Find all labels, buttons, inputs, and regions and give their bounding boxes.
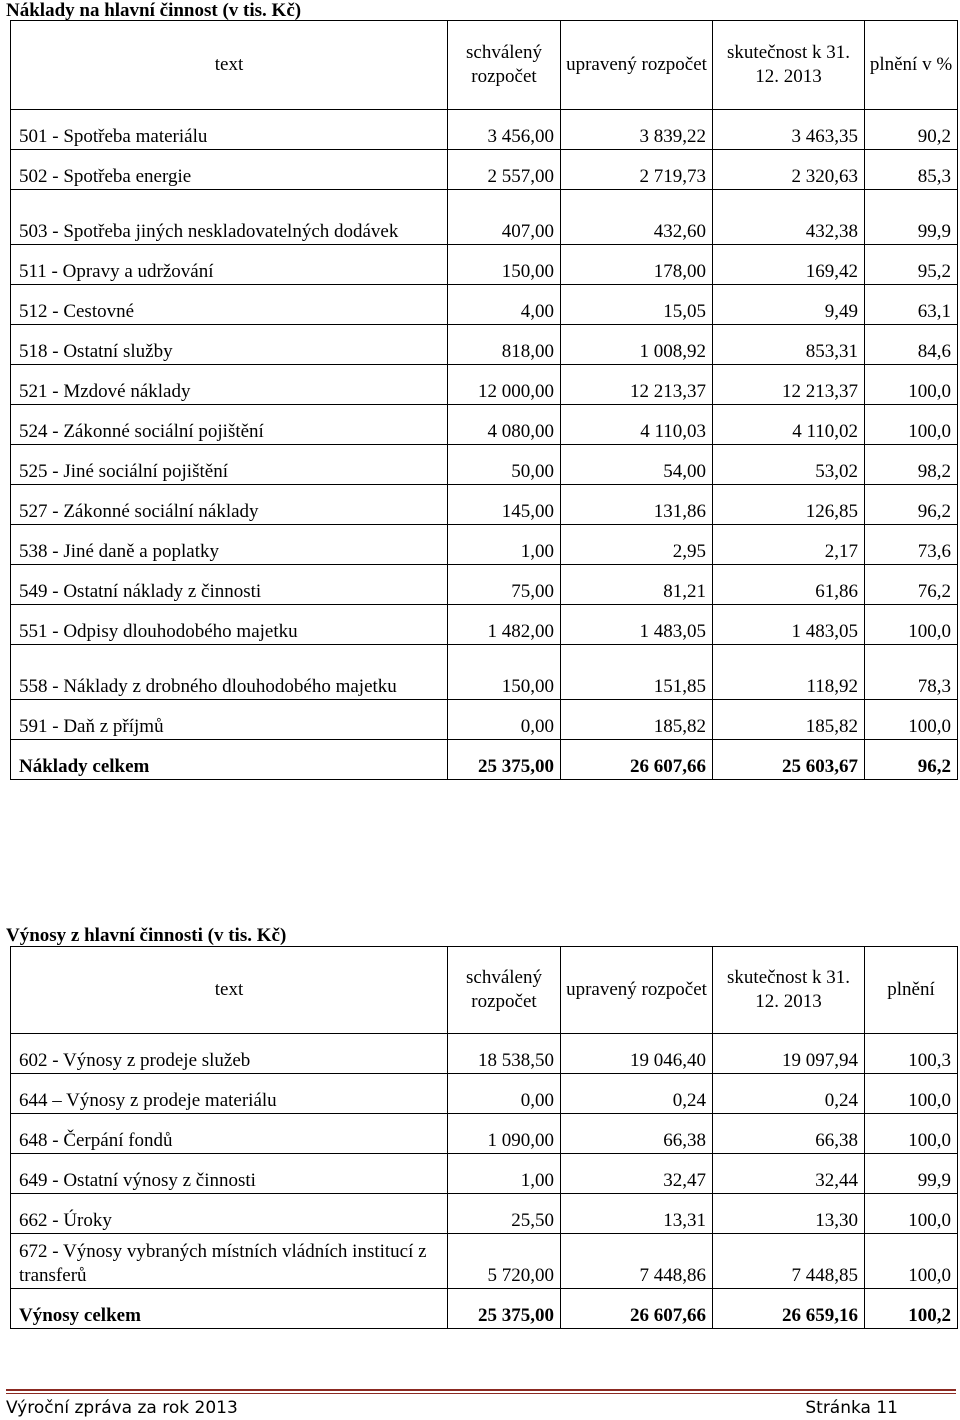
row-fulfillment: 78,3 xyxy=(865,645,958,700)
row-fulfillment: 63,1 xyxy=(865,285,958,325)
row-approved: 1,00 xyxy=(448,525,561,565)
row-name: 527 - Zákonné sociální náklady xyxy=(11,485,448,525)
costs-header-row xyxy=(11,21,958,110)
row-actual: 32,44 xyxy=(713,1154,865,1194)
row-fulfillment: 100,0 xyxy=(865,405,958,445)
table-row xyxy=(11,1234,958,1289)
table-row xyxy=(11,245,958,285)
table-row xyxy=(11,325,958,365)
table-row xyxy=(11,1154,958,1194)
table-row xyxy=(11,605,958,645)
row-name: 648 - Čerpání fondů xyxy=(11,1114,448,1154)
row-name: 524 - Zákonné sociální pojištění xyxy=(11,405,448,445)
row-adjusted: 19 046,40 xyxy=(561,1034,713,1074)
row-adjusted: 66,38 xyxy=(561,1114,713,1154)
table-row xyxy=(11,285,958,325)
row-adjusted: 3 839,22 xyxy=(561,110,713,150)
row-adjusted: 2,95 xyxy=(561,525,713,565)
row-adjusted: 185,82 xyxy=(561,700,713,740)
row-fulfillment: 84,6 xyxy=(865,325,958,365)
row-name: 518 - Ostatní služby xyxy=(11,325,448,365)
row-actual: 7 448,85 xyxy=(713,1234,865,1289)
total-actual: 26 659,16 xyxy=(713,1289,865,1329)
total-adjusted: 26 607,66 xyxy=(561,1289,713,1329)
row-name: 602 - Výnosy z prodeje služeb xyxy=(11,1034,448,1074)
row-actual: 4 110,02 xyxy=(713,405,865,445)
row-adjusted: 1 008,92 xyxy=(561,325,713,365)
total-adjusted: 26 607,66 xyxy=(561,740,713,780)
row-actual: 169,42 xyxy=(713,245,865,285)
row-actual: 3 463,35 xyxy=(713,110,865,150)
row-actual: 2,17 xyxy=(713,525,865,565)
header-text: text xyxy=(11,947,448,1034)
row-name: 591 - Daň z příjmů xyxy=(11,700,448,740)
row-actual: 853,31 xyxy=(713,325,865,365)
row-actual: 66,38 xyxy=(713,1114,865,1154)
row-approved: 4 080,00 xyxy=(448,405,561,445)
row-adjusted: 7 448,86 xyxy=(561,1234,713,1289)
row-adjusted: 2 719,73 xyxy=(561,150,713,190)
row-name: 501 - Spotřeba materiálu xyxy=(11,110,448,150)
row-fulfillment: 96,2 xyxy=(865,485,958,525)
row-name: 512 - Cestovné xyxy=(11,285,448,325)
row-fulfillment: 90,2 xyxy=(865,110,958,150)
row-fulfillment: 100,0 xyxy=(865,365,958,405)
total-approved: 25 375,00 xyxy=(448,1289,561,1329)
total-fulfillment: 100,2 xyxy=(865,1289,958,1329)
revenues-title: Výnosy z hlavní činnosti (v tis. Kč) xyxy=(6,925,287,946)
row-adjusted: 0,24 xyxy=(561,1074,713,1114)
footer-report-title: Výroční zpráva za rok 2013 xyxy=(6,1398,238,1418)
row-adjusted: 81,21 xyxy=(561,565,713,605)
row-name: 525 - Jiné sociální pojištění xyxy=(11,445,448,485)
row-approved: 50,00 xyxy=(448,445,561,485)
table-row xyxy=(11,1074,958,1114)
row-approved: 75,00 xyxy=(448,565,561,605)
total-actual: 25 603,67 xyxy=(713,740,865,780)
row-name: 549 - Ostatní náklady z činnosti xyxy=(11,565,448,605)
row-actual: 13,30 xyxy=(713,1194,865,1234)
row-adjusted: 432,60 xyxy=(561,190,713,245)
row-actual: 118,92 xyxy=(713,645,865,700)
revenues-header-row xyxy=(11,947,958,1034)
row-fulfillment: 100,3 xyxy=(865,1034,958,1074)
row-approved: 150,00 xyxy=(448,645,561,700)
row-fulfillment: 95,2 xyxy=(865,245,958,285)
table-row xyxy=(11,1034,958,1074)
row-name: 538 - Jiné daně a poplatky xyxy=(11,525,448,565)
table-row xyxy=(11,1114,958,1154)
row-fulfillment: 85,3 xyxy=(865,150,958,190)
row-name: 551 - Odpisy dlouhodobého majetku xyxy=(11,605,448,645)
row-actual: 9,49 xyxy=(713,285,865,325)
row-fulfillment: 73,6 xyxy=(865,525,958,565)
header-approved-budget: schválený rozpočet xyxy=(448,21,561,110)
row-name: 672 - Výnosy vybraných místních vládních institucí z transferů xyxy=(11,1234,448,1289)
row-name: 502 - Spotřeba energie xyxy=(11,150,448,190)
row-fulfillment: 99,9 xyxy=(865,1154,958,1194)
row-adjusted: 32,47 xyxy=(561,1154,713,1194)
row-actual: 1 483,05 xyxy=(713,605,865,645)
table-row xyxy=(11,645,958,700)
total-approved: 25 375,00 xyxy=(448,740,561,780)
row-approved: 1 090,00 xyxy=(448,1114,561,1154)
footer-rule xyxy=(6,1389,956,1396)
table-row xyxy=(11,365,958,405)
row-actual: 126,85 xyxy=(713,485,865,525)
row-fulfillment: 76,2 xyxy=(865,565,958,605)
row-approved: 1 482,00 xyxy=(448,605,561,645)
row-approved: 0,00 xyxy=(448,700,561,740)
table-row xyxy=(11,525,958,565)
row-actual: 19 097,94 xyxy=(713,1034,865,1074)
table-row xyxy=(11,150,958,190)
table-row xyxy=(11,700,958,740)
row-name: 649 - Ostatní výnosy z činnosti xyxy=(11,1154,448,1194)
total-name: Výnosy celkem xyxy=(11,1289,448,1329)
row-name: 503 - Spotřeba jiných neskladovatelných dodávek xyxy=(11,190,448,245)
table-row xyxy=(11,190,958,245)
total-fulfillment: 96,2 xyxy=(865,740,958,780)
row-actual: 61,86 xyxy=(713,565,865,605)
table-row xyxy=(11,565,958,605)
row-actual: 432,38 xyxy=(713,190,865,245)
total-row xyxy=(11,740,958,780)
row-actual: 185,82 xyxy=(713,700,865,740)
row-approved: 25,50 xyxy=(448,1194,561,1234)
row-actual: 12 213,37 xyxy=(713,365,865,405)
row-adjusted: 1 483,05 xyxy=(561,605,713,645)
row-adjusted: 13,31 xyxy=(561,1194,713,1234)
table-row xyxy=(11,445,958,485)
header-approved-budget: schválený rozpočet xyxy=(448,947,561,1034)
costs-table xyxy=(10,20,958,780)
row-approved: 407,00 xyxy=(448,190,561,245)
table-row xyxy=(11,110,958,150)
row-actual: 53,02 xyxy=(713,445,865,485)
row-fulfillment: 99,9 xyxy=(865,190,958,245)
row-adjusted: 131,86 xyxy=(561,485,713,525)
row-adjusted: 15,05 xyxy=(561,285,713,325)
row-approved: 0,00 xyxy=(448,1074,561,1114)
row-approved: 3 456,00 xyxy=(448,110,561,150)
row-actual: 2 320,63 xyxy=(713,150,865,190)
row-name: 558 - Náklady z drobného dlouhodobého majetku xyxy=(11,645,448,700)
row-fulfillment: 100,0 xyxy=(865,605,958,645)
table-row xyxy=(11,405,958,445)
header-text: text xyxy=(11,21,448,110)
row-approved: 2 557,00 xyxy=(448,150,561,190)
header-fulfillment: plnění v % xyxy=(865,21,958,110)
table-row xyxy=(11,1194,958,1234)
row-approved: 150,00 xyxy=(448,245,561,285)
row-fulfillment: 100,0 xyxy=(865,1194,958,1234)
row-adjusted: 4 110,03 xyxy=(561,405,713,445)
header-adjusted-budget: upravený rozpočet xyxy=(561,947,713,1034)
row-fulfillment: 100,0 xyxy=(865,1234,958,1289)
row-adjusted: 54,00 xyxy=(561,445,713,485)
row-actual: 0,24 xyxy=(713,1074,865,1114)
total-row xyxy=(11,1289,958,1329)
row-name: 644 – Výnosy z prodeje materiálu xyxy=(11,1074,448,1114)
row-approved: 18 538,50 xyxy=(448,1034,561,1074)
header-actual: skutečnost k 31. 12. 2013 xyxy=(713,21,865,110)
total-name: Náklady celkem xyxy=(11,740,448,780)
row-fulfillment: 100,0 xyxy=(865,1114,958,1154)
row-approved: 1,00 xyxy=(448,1154,561,1194)
row-adjusted: 151,85 xyxy=(561,645,713,700)
header-actual: skutečnost k 31. 12. 2013 xyxy=(713,947,865,1034)
header-adjusted-budget: upravený rozpočet xyxy=(561,21,713,110)
row-adjusted: 178,00 xyxy=(561,245,713,285)
row-adjusted: 12 213,37 xyxy=(561,365,713,405)
revenues-table xyxy=(10,946,958,1329)
row-fulfillment: 98,2 xyxy=(865,445,958,485)
footer-page-number: Stránka 11 xyxy=(805,1398,898,1418)
costs-title: Náklady na hlavní činnost (v tis. Kč) xyxy=(6,0,302,21)
row-approved: 145,00 xyxy=(448,485,561,525)
row-approved: 4,00 xyxy=(448,285,561,325)
table-row xyxy=(11,485,958,525)
row-approved: 818,00 xyxy=(448,325,561,365)
row-approved: 5 720,00 xyxy=(448,1234,561,1289)
row-approved: 12 000,00 xyxy=(448,365,561,405)
row-name: 521 - Mzdové náklady xyxy=(11,365,448,405)
row-fulfillment: 100,0 xyxy=(865,700,958,740)
row-name: 511 - Opravy a udržování xyxy=(11,245,448,285)
row-name: 662 - Úroky xyxy=(11,1194,448,1234)
row-fulfillment: 100,0 xyxy=(865,1074,958,1114)
header-fulfillment: plnění xyxy=(865,947,958,1034)
